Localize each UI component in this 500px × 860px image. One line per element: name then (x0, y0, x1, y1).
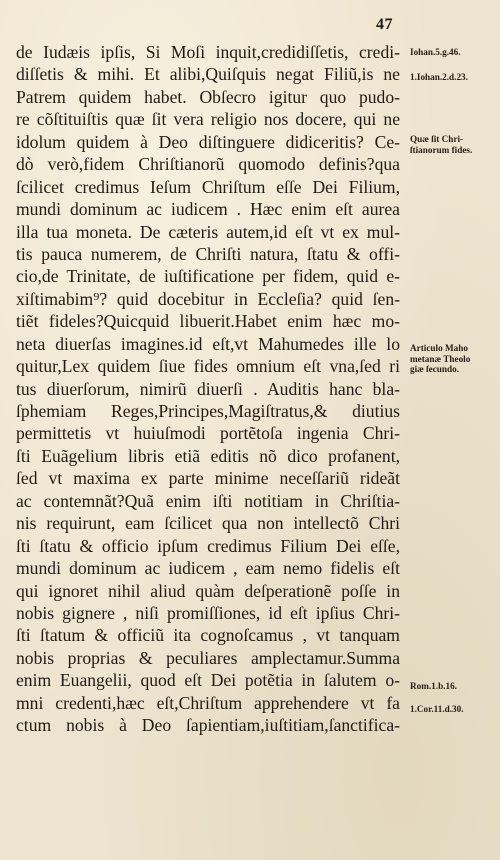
text-line: qui ignoret nihil aliud quàm deſperationẽ poſſe in (16, 580, 400, 601)
text-line: ſti ſtatum & officiũ ita cognoſcamus , vt tanquam (16, 625, 400, 646)
margin-note-citation: Rom.1.b.16. (410, 681, 457, 691)
text-line: quitur,Lex quidem ſiue fides omnium eſt vna,ſed ri (16, 356, 400, 377)
text-line: dò verò,fidem Chriſtianorũ quomodo definis?qua (16, 154, 400, 175)
text-line: cio,de Trinitate, de iuſtificatione per fidem, quid e- (16, 266, 400, 287)
text-line: diſſetis & mihi. Et alibi,Quiſquis negat Filiũ,is ne (16, 64, 400, 85)
text-line: mundi dominum ac iudicem . Hæc enim eſt aurea (16, 199, 400, 220)
text-line: ſti Euãgelium libris etiã editis nõ dico profanent, (16, 445, 400, 466)
text-line: ſed vt maxima ex parte minime neceſſariũ rideãt (16, 468, 400, 489)
body-text (16, 41, 400, 737)
text-line: illa tua moneta. De cæteris autem,id eſt vt ex mul- (16, 221, 400, 242)
text-line: nis requirunt, eam ſcilicet qua non intellectõ Chri (16, 513, 400, 534)
text-line: ſcilicet credimus Ieſum Chriſtum eſſe Dei Filium, (16, 176, 400, 197)
text-line: permittetis vt huiuſmodi portẽtoſa ingenia Chri- (16, 423, 400, 444)
text-line: ctum nobis à Deo ſapientiam,iuſtitiam,ſanctifica- (16, 715, 400, 736)
text-line: ſphemiam Reges,Principes,Magiſtratus,& diutius (16, 401, 400, 421)
margin-notes (410, 0, 500, 860)
text-line: mundi dominum ac iudicem , eam nemo fidelis eſt (16, 558, 400, 579)
text-line: idolum quidem à Deo diſtinguere didiceritis? Ce- (16, 131, 400, 152)
text-line: nobis proprias & peculiares amplectamur.Summa (16, 647, 400, 668)
text-line: Patrem quidem habet. Obſecro igitur quo pudo- (16, 86, 400, 107)
text-line: enim Euangelii, quod eſt Dei potẽtia in ſalutem o- (16, 670, 400, 691)
text-line: tus diuerſorum, nimirũ diuerſi . Auditis hanc bla- (16, 378, 400, 399)
margin-note-citation: 1.Cor.11.d.30. (410, 704, 464, 714)
margin-note-citation: 1.Iohan.2.d.23. (410, 72, 468, 82)
text-line: ac contemnãt?Quã enim iſti notitiam in Chriſtia- (16, 490, 400, 511)
text-line: xiſtimabim⁹? quid docebitur in Eccleſia? quid ſen- (16, 288, 400, 309)
text-line: tis pauca numerem, de Chriſti natura, ſtatu & offi- (16, 243, 400, 264)
margin-note-gloss: Quæ ſit Chri- ſtianorum fides. (410, 134, 473, 155)
text-line: re cõſtituiſtis quæ ſit vera religio nos docere, qui ne (16, 109, 400, 130)
text-line: ſti ſtatu & officio ipſum credimus Filium Dei eſſe, (16, 535, 400, 556)
margin-note-citation: Iohan.5.g.46. (410, 47, 461, 57)
text-line: nobis gignere , niſi promiſſiones, id eſt ipſius Chri- (16, 602, 400, 623)
page-number: 47 (376, 16, 393, 33)
text-line: mni credenti,hæc eſt,Chriſtum apprehendere vt fa (16, 692, 400, 713)
text-line: de Iudæis ipſis, Si Moſi inquit,credidiſſetis, credi- (16, 42, 400, 62)
text-line: neta diuerſas imagines.id eſt,vt Mahumedes ille lo (16, 333, 400, 354)
text-line: tiẽt fideles?Quicquid libuerit.Habet enim hæc mo- (16, 311, 400, 332)
margin-note-gloss: Articulo Maho metanæ Theolo giæ ſecundo. (410, 343, 471, 374)
